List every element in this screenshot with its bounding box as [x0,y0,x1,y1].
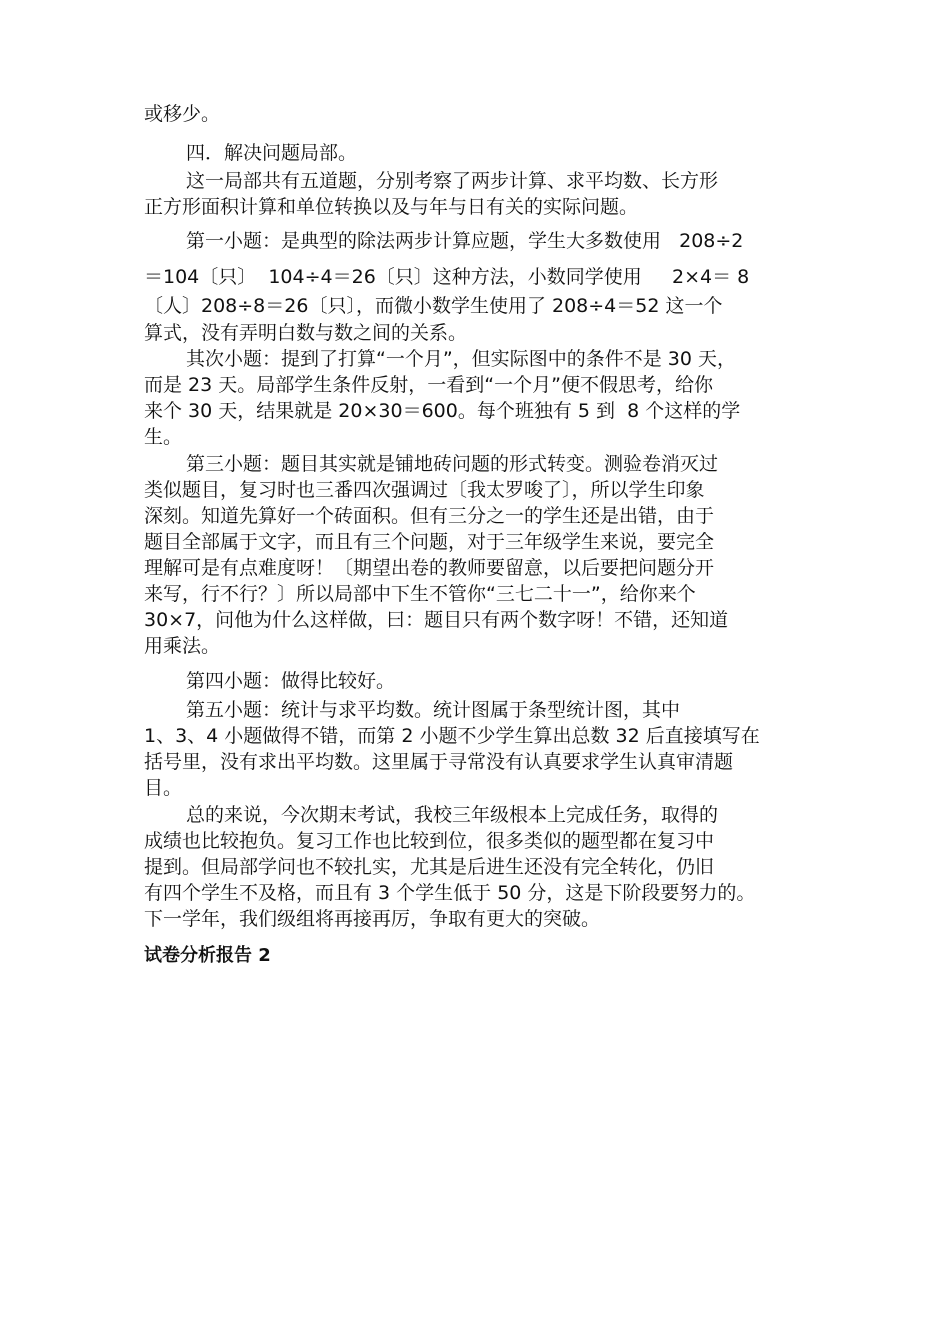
text-line: 1、3、4 小题做得不错，而第 2 小题不少学生算出总数 32 后直接填写在 [144,725,760,747]
text-line: ＝104〔只〕 104÷4＝26〔只〕这种方法，小数同学使用 2×4＝ 8 [144,266,750,288]
text-line: 来写，行不行？〕所以局部中下生不管你“三七二十一”，给你来个 [144,583,696,605]
text-line: 30×7，问他为什么这样做，曰：题目只有两个数字呀！不错，还知道 [144,609,729,631]
text-line: 第四小题：做得比较好。 [186,670,396,692]
report-heading: 试卷分析报告 2 [144,945,271,966]
text-line: 第五小题：统计与求平均数。统计图属于条型统计图，其中 [186,699,681,721]
text-line: 生。 [144,426,183,448]
text-line: 提到。但局部学问也不较扎实，尤其是后进生还没有完全转化，仍旧 [144,856,715,878]
text-line: 括号里，没有求出平均数。这里属于寻常没有认真要求学生认真审清题 [144,751,734,773]
text-line: 深刻。知道先算好一个砖面积。但有三分之一的学生还是出错，由于 [144,505,715,527]
text-line: 题目全部属于文字，而且有三个问题，对于三年级学生来说，要完全 [144,531,715,553]
text-line: 理解可是有点难度呀！〔期望出卷的教师要留意，以后要把问题分开 [144,557,715,579]
text-line: 〔人〕208÷8＝26〔只〕，而微小数学生使用了 208÷4＝52 这一个 [144,295,723,317]
text-line: 有四个学生不及格，而且有 3 个学生低于 50 分，这是下阶段要努力的。 [144,882,756,904]
text-line: 类似题目，复习时也三番四次强调过〔我太罗唆了〕，所以学生印象 [144,479,705,501]
text-line: 算式，没有弄明白数与数之间的关系。 [144,322,468,344]
text-line: 总的来说，今次期末考试，我校三年级根本上完成任务，取得的 [186,804,719,826]
text-line: 或移少。 [144,103,221,125]
text-line: 目。 [144,777,183,799]
section-heading: 四．解决问题局部。 [186,142,358,164]
text-line: 来个 30 天，结果就是 20×30＝600。每个班独有 5 到 8 个这样的学 [144,400,741,422]
text-line: 第三小题：题目其实就是铺地砖问题的形式转变。测验卷消灭过 [186,453,719,475]
text-line: 第一小题：是典型的除法两步计算应题，学生大多数使用 208÷2 [186,230,744,252]
text-line: 用乘法。 [144,635,221,657]
text-line: 其次小题：提到了打算“一个月”，但实际图中的条件不是 30 天， [186,348,736,370]
text-line: 而是 23 天。局部学生条件反射，一看到“一个月”便不假思考，给你 [144,374,713,396]
text-line: 成绩也比较抱负。复习工作也比较到位，很多类似的题型都在复习中 [144,830,715,852]
text-line: 这一局部共有五道题，分别考察了两步计算、求平均数、长方形 [186,170,719,192]
text-line: 正方形面积计算和单位转换以及与年与日有关的实际问题。 [144,196,639,218]
text-line: 下一学年，我们级组将再接再厉，争取有更大的突破。 [144,908,601,930]
